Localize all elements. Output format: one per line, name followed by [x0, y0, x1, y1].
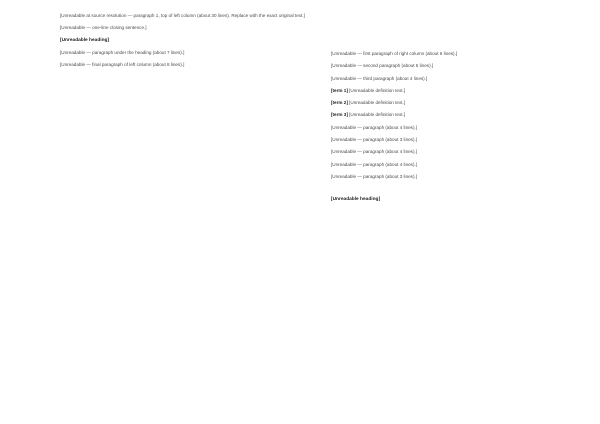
- term-label: [term 3]: [331, 112, 348, 118]
- paragraph: [Unreadable — paragraph under the heading (about 7 lines).]: [60, 49, 185, 55]
- term-text: [Unreadable definition text.]: [349, 87, 406, 93]
- paragraph: [Unreadable at source resolution — paragraph 1, top of left column (about 30 lines). Replace with the exact original text.]: [60, 13, 305, 18]
- section-heading: [Unreadable heading]: [331, 197, 381, 203]
- left-column: [60, 10, 315, 424]
- term-paragraph: [331, 87, 586, 94]
- section-heading: [Unreadable heading]: [60, 37, 110, 43]
- paragraph: [Unreadable — first paragraph of right column (about 6 lines).]: [331, 51, 458, 56]
- term-text: [Unreadable definition text.]: [349, 100, 406, 106]
- term-label: [term 1]: [331, 87, 348, 93]
- term-paragraph: [331, 99, 586, 106]
- paragraph: [Unreadable — second paragraph (about 5 lines).]: [331, 63, 434, 69]
- paragraph: [Unreadable — paragraph (about 4 lines).]: [331, 161, 418, 167]
- paragraph: [Unreadable — final paragraph of left column (about 8 lines).]: [60, 62, 185, 68]
- paragraph: [Unreadable — third paragraph (about 4 lines).]: [331, 75, 428, 81]
- term-text: [Unreadable definition text.]: [349, 112, 406, 118]
- term-label: [term 2]: [331, 100, 348, 106]
- paragraph: [Unreadable — one-line closing sentence.]: [60, 25, 147, 31]
- term-paragraph: [331, 111, 586, 118]
- paragraph: [Unreadable — paragraph (about 4 lines).]: [331, 149, 418, 155]
- paragraph: [Unreadable — paragraph (about 3 lines).]: [331, 173, 418, 179]
- paragraph: [Unreadable — paragraph (about 3 lines).]: [331, 137, 418, 143]
- right-column: [331, 10, 586, 424]
- paragraph: [Unreadable — paragraph (about 4 lines).]: [331, 124, 418, 130]
